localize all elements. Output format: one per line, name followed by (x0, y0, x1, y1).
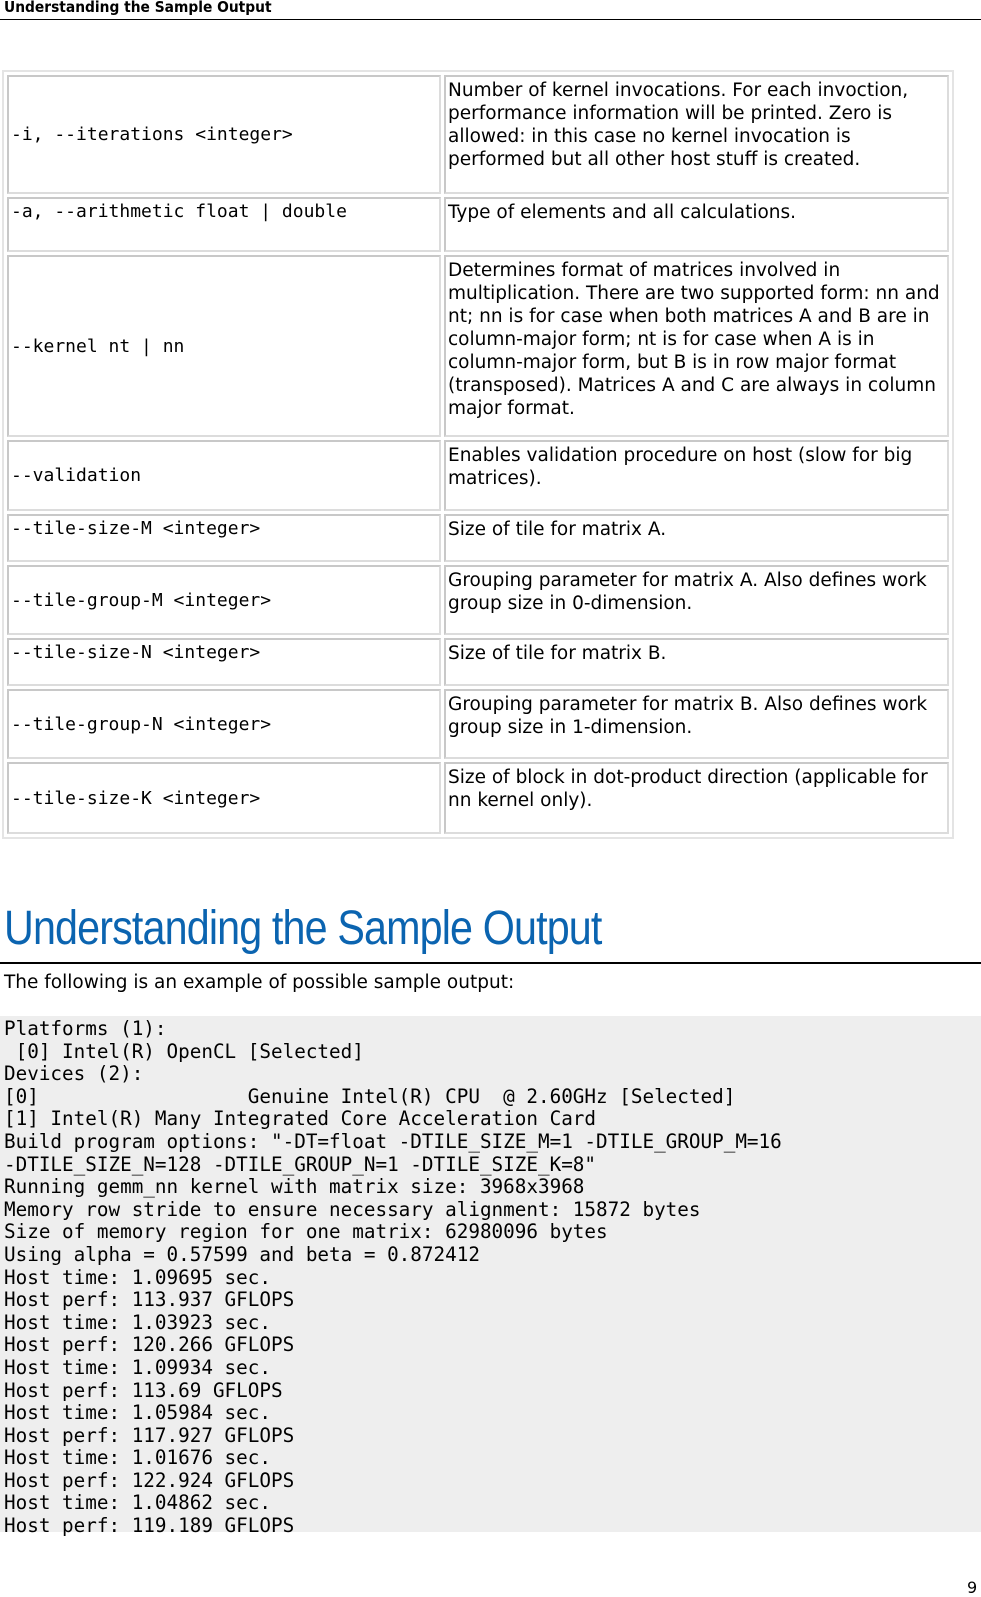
option-name: --tile-size-K <integer> (7, 762, 441, 834)
option-description: Size of block in dot-product direction (applicable for nn kernel only). (444, 762, 949, 834)
option-description: Grouping parameter for matrix A. Also defines work group size in 0-dimension. (444, 565, 949, 635)
option-description: Enables validation procedure on host (slow for big matrices). (444, 440, 949, 511)
table-row (7, 197, 949, 252)
option-description: Grouping parameter for matrix B. Also defines work group size in 1-dimension. (444, 689, 949, 759)
page-number: 9 (967, 1578, 978, 1597)
table-row (7, 638, 949, 686)
option-name: -i, --iterations <integer> (7, 75, 441, 194)
option-name: --tile-group-N <integer> (7, 689, 441, 759)
option-description: Size of tile for matrix B. (444, 638, 949, 686)
option-name: --tile-size-N <integer> (7, 638, 441, 686)
table-row (7, 762, 949, 834)
table-row (7, 565, 949, 635)
option-description: Type of elements and all calculations. (444, 197, 949, 252)
option-name: --tile-group-M <integer> (7, 565, 441, 635)
option-description: Size of tile for matrix A. (444, 514, 949, 562)
sample-output-code-block: Platforms (1): [0] Intel(R) OpenCL [Selected] Devices (2): [0] Genuine Intel(R) CPU @ 2.60GHz [Selected] [1] Intel(R) Many Integrated Core Acceleration Card Build program options: "-DT=float -DTILE_SIZE_M=1 -DTILE_GROUP_M=16 -DTILE_SIZE_N=128 -DTILE_GROUP_N=1 -DTILE_SIZE_K=8" Running gemm_nn kernel with matrix size: 3968x3968 Memory row stride to ensure necessary alignment: 15872 bytes Size of memory region for one matrix: 62980096 bytes Using alpha = 0.57599 and beta = 0.872412 Host time: 1.09695 sec. Host perf: 113.937 GFLOPS Host time: 1.03923 sec. Host perf: 120.266 GFLOPS Host time: 1.09934 sec. Host perf: 113.69 GFLOPS Host time: 1.05984 sec. Host perf: 117.927 GFLOPS Host time: 1.01676 sec. Host perf: 122.924 GFLOPS Host time: 1.04862 sec. Host perf: 119.189 GFLOPS (0, 1016, 981, 1532)
option-name: --tile-size-M <integer> (7, 514, 441, 562)
table-row (7, 75, 949, 194)
running-header: Understanding the Sample Output (4, 0, 272, 16)
table-row (7, 440, 949, 511)
table-row (7, 514, 949, 562)
header-rule (0, 19, 981, 20)
option-name: -a, --arithmetic float | double (7, 197, 441, 252)
option-description: Number of kernel invocations. For each invoction, performance information will be printed. Zero is allowed: in this case no kernel invocation is performed but all other host stuff is created. (444, 75, 949, 194)
option-description: Determines format of matrices involved in multiplication. There are two supported form: nn and nt; nn is for case when both matrices A and B are in column-major form; nt is for case when A is in column-major form, but B is in row major format (transposed). Matrices A and C are always in column major format. (444, 255, 949, 437)
intro-paragraph: The following is an example of possible sample output: (4, 972, 515, 993)
section-heading: Understanding the Sample Output (4, 902, 602, 955)
options-table (2, 70, 954, 839)
option-name: --validation (7, 440, 441, 511)
table-row (7, 255, 949, 437)
heading-rule (0, 962, 981, 964)
option-name: --kernel nt | nn (7, 255, 441, 437)
table-row (7, 689, 949, 759)
